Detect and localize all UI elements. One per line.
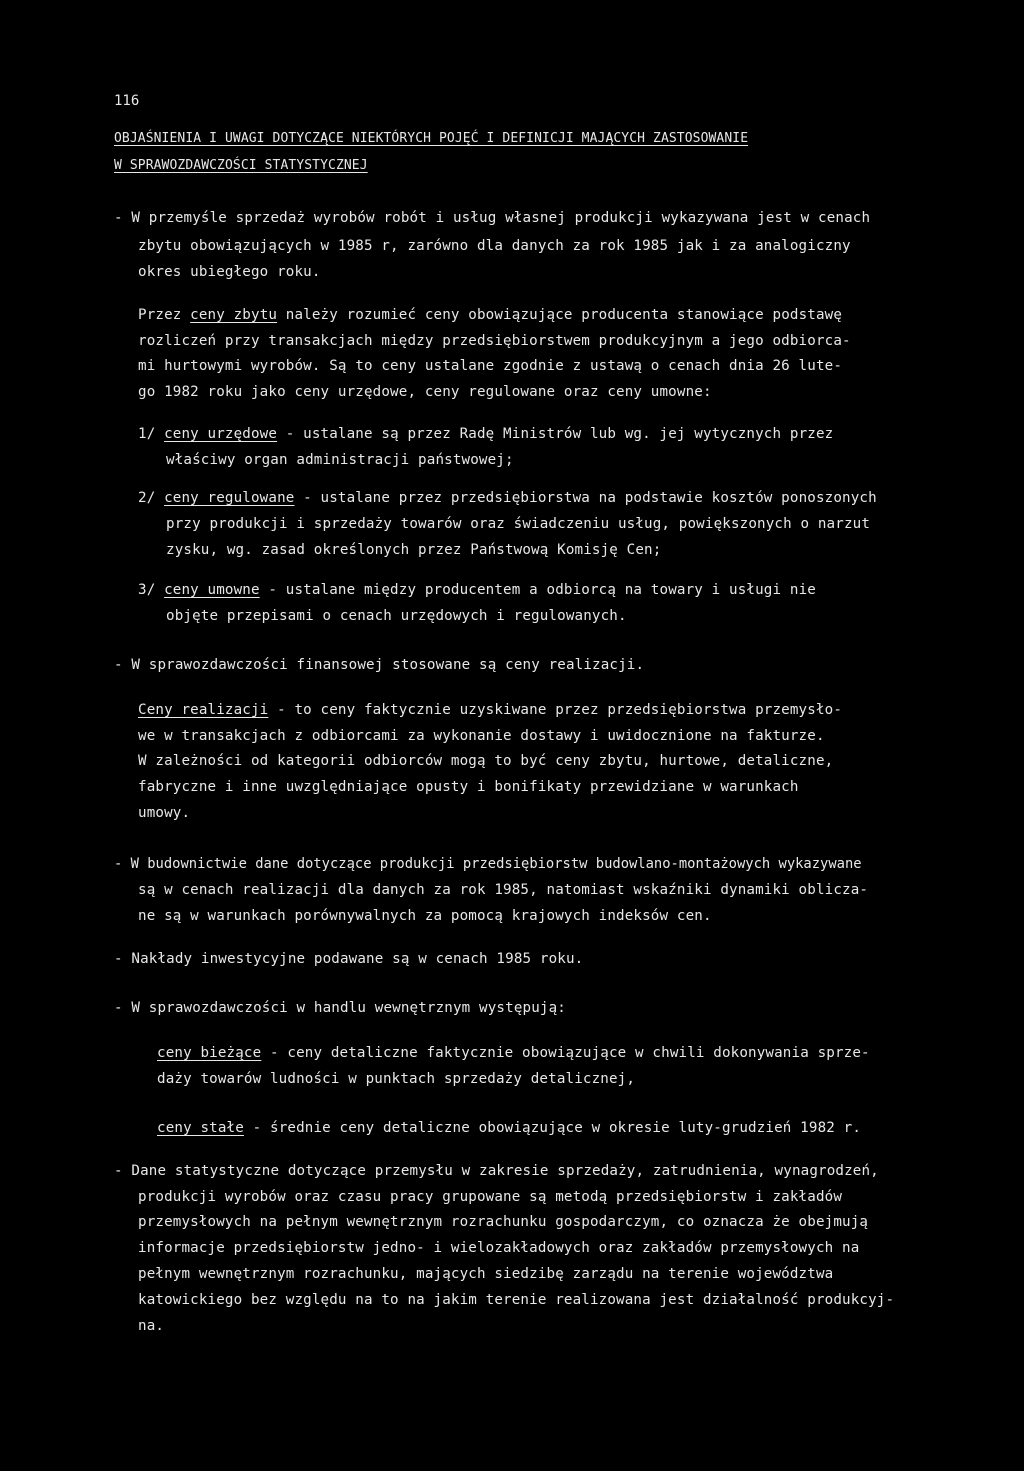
p3-line-1: - W sprawozdawczości finansowej stosowane są ceny realizacji.	[114, 657, 645, 673]
list-item-1-number: 1/	[138, 426, 165, 442]
page-number: 116	[114, 93, 140, 109]
list-item-3-number: 3/	[138, 582, 165, 598]
p6-term-1-text: - ceny detaliczne faktycznie obowiązujące w chwili dokonywania sprze-	[261, 1045, 870, 1061]
p2-line-3: mi hurtowymi wyrobów. Są to ceny ustalane zgodnie z ustawą o cenach dnia 26 lute-	[138, 358, 843, 374]
list-item-2-line-3: zysku, wg. zasad określonych przez Państwową Komisję Cen;	[166, 542, 662, 558]
list-item-1	[138, 426, 833, 442]
p2-line-2: rozliczeń przy transakcjach między przedsiębiorstwem produkcyjnym a jego odbiorca-	[138, 333, 851, 349]
p4-line-1: - W budownictwie dane dotyczące produkcji przedsiębiorstw budowlano-montażowych wykazywane	[114, 856, 862, 872]
term-ceny-umowne: ceny umowne	[164, 582, 260, 598]
p7-line-4: informacje przedsiębiorstw jedno- i wielozakładowych oraz zakładów przemysłowych na	[138, 1240, 860, 1256]
p6-term-1	[157, 1045, 870, 1061]
p2-line-4: go 1982 roku jako ceny urzędowe, ceny regulowane oraz ceny umowne:	[138, 384, 712, 400]
p2-line-1-a: Przez	[138, 307, 191, 323]
list-item-2	[138, 490, 877, 506]
p5-line-1: - Nakłady inwestycyjne podawane są w cenach 1985 roku.	[114, 951, 584, 967]
list-item-3-line-2: objęte przepisami o cenach urzędowych i regulowanych.	[166, 608, 627, 624]
p7-line-3: przemysłowych na pełnym wewnętrznym rozrachunku gospodarczym, co oznacza że obejmują	[138, 1214, 869, 1230]
term-ceny-stale: ceny stałe	[157, 1120, 244, 1136]
p4-line-3: ne są w warunkach porównywalnych za pomocą krajowych indeksów cen.	[138, 908, 712, 924]
p3-line-2	[138, 702, 842, 718]
p3-line-6: umowy.	[138, 805, 191, 821]
p3-line-4: W zależności od kategorii odbiorców mogą to być ceny zbytu, hurtowe, detaliczne,	[138, 753, 834, 769]
term-ceny-regulowane: ceny regulowane	[164, 490, 295, 506]
p6-term-2-text: - średnie ceny detaliczne obowiązujące w okresie luty-grudzień 1982 r.	[243, 1120, 862, 1136]
term-ceny-zbytu: ceny zbytu	[190, 307, 278, 323]
p7-line-7: na.	[138, 1318, 165, 1334]
p6-term-1-line-2: daży towarów ludności w punktach sprzedaży detalicznej,	[157, 1071, 636, 1087]
list-item-3	[138, 582, 816, 598]
p2-line-1-b: należy rozumieć ceny obowiązujące producenta stanowiące podstawę	[277, 307, 843, 323]
p7-line-6: katowickiego bez względu na to na jakim terenie realizowana jest działalność produkcyj-	[138, 1292, 895, 1308]
p7-line-1: - Dane statystyczne dotyczące przemysłu w zakresie sprzedaży, zatrudnienia, wynagrodzeń,	[114, 1163, 879, 1179]
p7-line-5: pełnym wewnętrznym rozrachunku, mających siedzibę zarządu na terenie województwa	[138, 1266, 834, 1282]
p2-line-1	[138, 307, 842, 323]
p3-line-2-text: - to ceny faktycznie uzyskiwane przez przedsiębiorstwa przemysło-	[268, 702, 843, 718]
list-item-1-text: - ustalane są przez Radę Ministrów lub wg. jej wytycznych przez	[277, 426, 834, 442]
p1-line-2: zbytu obowiązujących w 1985 r, zarówno dla danych za rok 1985 jak i za analogiczny	[138, 238, 851, 254]
p1-line-1: - W przemyśle sprzedaż wyrobów robót i usług własnej produkcji wykazywana jest w cenach	[114, 210, 871, 226]
p1-line-3: okres ubiegłego roku.	[138, 264, 321, 280]
term-ceny-urzedowe: ceny urzędowe	[164, 426, 278, 442]
term-ceny-biezace: ceny bieżące	[157, 1045, 262, 1061]
list-item-2-text: - ustalane przez przedsiębiorstwa na podstawie kosztów ponoszonych	[294, 490, 877, 506]
heading-line-2: W SPRAWOZDAWCZOŚCI STATYSTYCZNEJ	[114, 158, 368, 173]
p4-line-2: są w cenach realizacji dla danych za rok 1985, natomiast wskaźniki dynamiki oblicza-	[138, 882, 869, 898]
p6-line-1: - W sprawozdawczości w handlu wewnętrznym występują:	[114, 1000, 566, 1016]
heading-line-1: OBJAŚNIENIA I UWAGI DOTYCZĄCE NIEKTÓRYCH POJĘĆ I DEFINICJI MAJĄCYCH ZASTOSOWANIE	[114, 131, 749, 146]
term-ceny-realizacji: Ceny realizacji	[138, 702, 269, 718]
list-item-2-number: 2/	[138, 490, 165, 506]
p3-line-5: fabryczne i inne uwzględniające opusty i bonifikaty przewidziane w warunkach	[138, 779, 799, 795]
list-item-1-line-2: właściwy organ administracji państwowej;	[166, 452, 514, 468]
p7-line-2: produkcji wyrobów oraz czasu pracy grupowane są metodą przedsiębiorstw i zakładów	[138, 1189, 843, 1205]
list-item-3-text: - ustalane między producentem a odbiorcą na towary i usługi nie	[259, 582, 816, 598]
p3-line-3: we w transakcjach z odbiorcami za wykonanie dostawy i uwidocznione na fakturze.	[138, 728, 825, 744]
list-item-2-line-2: przy produkcji i sprzedaży towarów oraz świadczeniu usług, powiększonych o narzut	[166, 516, 871, 532]
p6-term-2	[157, 1120, 861, 1136]
